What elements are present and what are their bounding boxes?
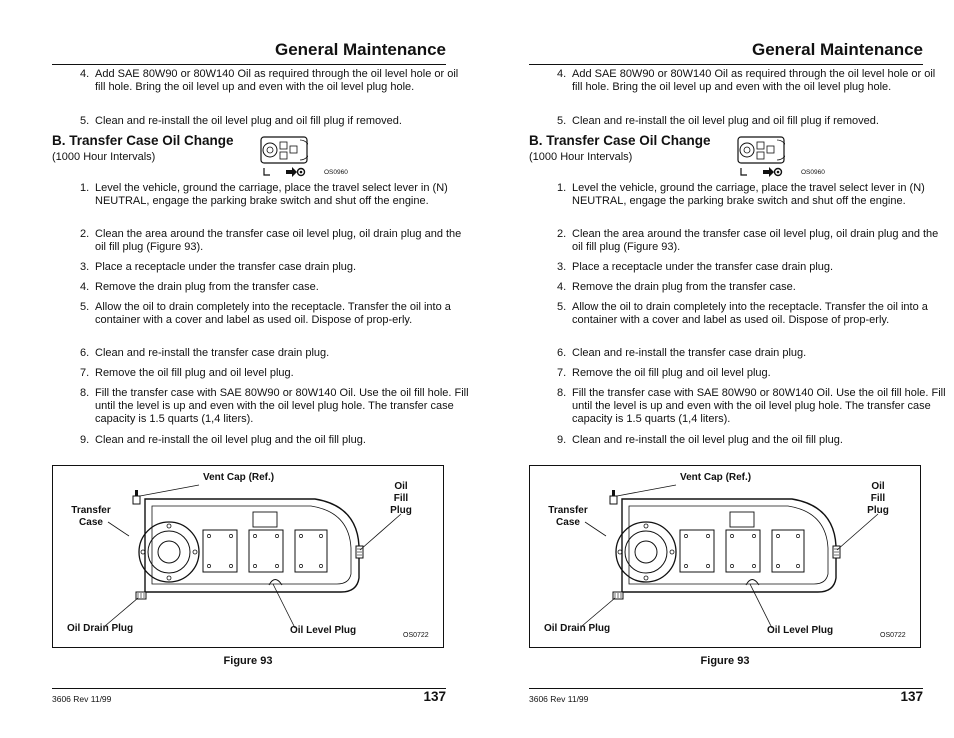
oil-fill-plug-callout	[860, 481, 896, 517]
step-text: Clean and re-install the oil level plug and the oil fill plug.	[95, 434, 366, 446]
manual-page-left	[52, 0, 469, 738]
icon-code: OS0960	[324, 169, 348, 176]
step-number: 5.	[557, 115, 567, 127]
callout-line: Oil	[394, 481, 408, 492]
step-number: 7.	[80, 367, 90, 379]
step-number: 4.	[557, 68, 567, 80]
step-number: 2.	[80, 228, 90, 240]
footer-rule	[529, 688, 923, 689]
step-number: 1.	[80, 182, 90, 194]
footer-rule	[52, 688, 446, 689]
step-text: Clean and re-install the oil level plug and the oil fill plug.	[572, 434, 843, 446]
oil-drain-plug-callout: Oil Drain Plug	[544, 623, 611, 634]
step-number: 5.	[80, 115, 90, 127]
manual-page-right	[529, 0, 946, 738]
step-number: 8.	[80, 387, 90, 399]
step-text: Add SAE 80W90 or 80W140 Oil as required through the oil level hole or oil fill hole. Bring the oil level up and even with the oil level plug hole.	[95, 68, 459, 94]
callout-line: Oil	[871, 481, 885, 492]
callout-line: Case	[79, 517, 103, 528]
figure-code: OS0722	[880, 632, 906, 639]
step-number: 1.	[557, 182, 567, 194]
step-number: 8.	[557, 387, 567, 399]
vent-cap-callout: Vent Cap (Ref.)	[680, 472, 752, 483]
step-text: Clean and re-install the transfer case drain plug.	[95, 347, 330, 359]
header-rule	[529, 64, 923, 65]
step-text: Clean and re-install the transfer case drain plug.	[572, 347, 807, 359]
step-text: Allow the oil to drain completely into the receptacle. Transfer the oil into a container with a cover and label as used oil. Dispose of prop-erly.	[95, 301, 451, 327]
service-interval: (1000 Hour Intervals)	[52, 151, 156, 163]
oil-level-plug-callout: Oil Level Plug	[290, 625, 357, 636]
step-number: 3.	[80, 261, 90, 273]
step-number: 9.	[80, 434, 90, 446]
figure-caption: Figure 93	[223, 655, 273, 667]
figure-93	[52, 465, 444, 648]
step-number: 2.	[557, 228, 567, 240]
step-text: Remove the drain plug from the transfer case.	[95, 281, 319, 293]
section-heading: B. Transfer Case Oil Change	[52, 133, 234, 148]
service-interval: (1000 Hour Intervals)	[529, 151, 633, 163]
callout-line: Plug	[867, 505, 889, 516]
page-title: General Maintenance	[274, 40, 446, 59]
step-text: Place a receptacle under the transfer case drain plug.	[95, 261, 357, 273]
document-revision: 3606 Rev 11/99	[529, 694, 589, 704]
icon-code: OS0960	[801, 169, 825, 176]
figure-93	[529, 465, 921, 648]
transfer-case-callout	[540, 505, 596, 529]
step-text: Level the vehicle, ground the carriage, place the travel select lever in (N) NEUTRAL, engage the parking brake switch and shut off the engine.	[95, 182, 448, 208]
step-number: 5.	[557, 301, 567, 313]
step-number: 5.	[80, 301, 90, 313]
callout-line: Fill	[870, 493, 886, 504]
callout-line: Plug	[390, 505, 412, 516]
step-number: 6.	[557, 347, 567, 359]
step-text: Fill the transfer case with SAE 80W90 or 80W140 Oil. Use the oil fill hole. Fill until the level is up and even with the oil level plug hole. The transfer case capacity is 1.5 quarts (1,4 liters).	[95, 387, 469, 426]
step-number: 4.	[80, 281, 90, 293]
oil-level-plug-callout: Oil Level Plug	[767, 625, 834, 636]
transfer-case-callout	[63, 505, 119, 529]
transfer-case-service-icon	[260, 136, 308, 178]
figure-code: OS0722	[403, 632, 429, 639]
step-text: Fill the transfer case with SAE 80W90 or 80W140 Oil. Use the oil fill hole. Fill until the level is up and even with the oil level plug hole. The transfer case capacity is 1.5 quarts (1,4 liters).	[572, 387, 946, 426]
step-number: 9.	[557, 434, 567, 446]
step-text: Remove the oil fill plug and oil level plug.	[572, 367, 771, 379]
document-revision: 3606 Rev 11/99	[52, 694, 112, 704]
step-number: 4.	[80, 68, 90, 80]
step-text: Place a receptacle under the transfer case drain plug.	[572, 261, 834, 273]
header-rule	[52, 64, 446, 65]
step-number: 3.	[557, 261, 567, 273]
oil-fill-plug-callout	[383, 481, 419, 517]
callout-line: Case	[556, 517, 580, 528]
callout-line: Fill	[393, 493, 409, 504]
step-text: Add SAE 80W90 or 80W140 Oil as required through the oil level hole or oil fill hole. Bring the oil level up and even with the oil level plug hole.	[572, 68, 936, 94]
transfer-case-service-icon	[737, 136, 785, 178]
page-number: 137	[900, 689, 923, 704]
figure-caption: Figure 93	[700, 655, 750, 667]
step-text: Allow the oil to drain completely into the receptacle. Transfer the oil into a container with a cover and label as used oil. Dispose of prop-erly.	[572, 301, 928, 327]
vent-cap-callout: Vent Cap (Ref.)	[203, 472, 275, 483]
callout-line: Transfer	[548, 505, 588, 516]
step-text: Clean the area around the transfer case oil level plug, oil drain plug and the oil fill plug (Figure 93).	[572, 228, 939, 254]
page-number: 137	[423, 689, 446, 704]
step-number: 4.	[557, 281, 567, 293]
callout-line: Transfer	[71, 505, 111, 516]
step-text: Remove the drain plug from the transfer case.	[572, 281, 796, 293]
oil-drain-plug-callout: Oil Drain Plug	[67, 623, 134, 634]
step-text: Clean and re-install the oil level plug and oil fill plug if removed.	[572, 115, 879, 127]
step-number: 6.	[80, 347, 90, 359]
page-title: General Maintenance	[751, 40, 923, 59]
step-text: Clean the area around the transfer case oil level plug, oil drain plug and the oil fill plug (Figure 93).	[95, 228, 462, 254]
step-number: 7.	[557, 367, 567, 379]
step-text: Clean and re-install the oil level plug and oil fill plug if removed.	[95, 115, 402, 127]
step-text: Remove the oil fill plug and oil level plug.	[95, 367, 294, 379]
section-heading: B. Transfer Case Oil Change	[529, 133, 711, 148]
step-text: Level the vehicle, ground the carriage, place the travel select lever in (N) NEUTRAL, engage the parking brake switch and shut off the engine.	[572, 182, 925, 208]
